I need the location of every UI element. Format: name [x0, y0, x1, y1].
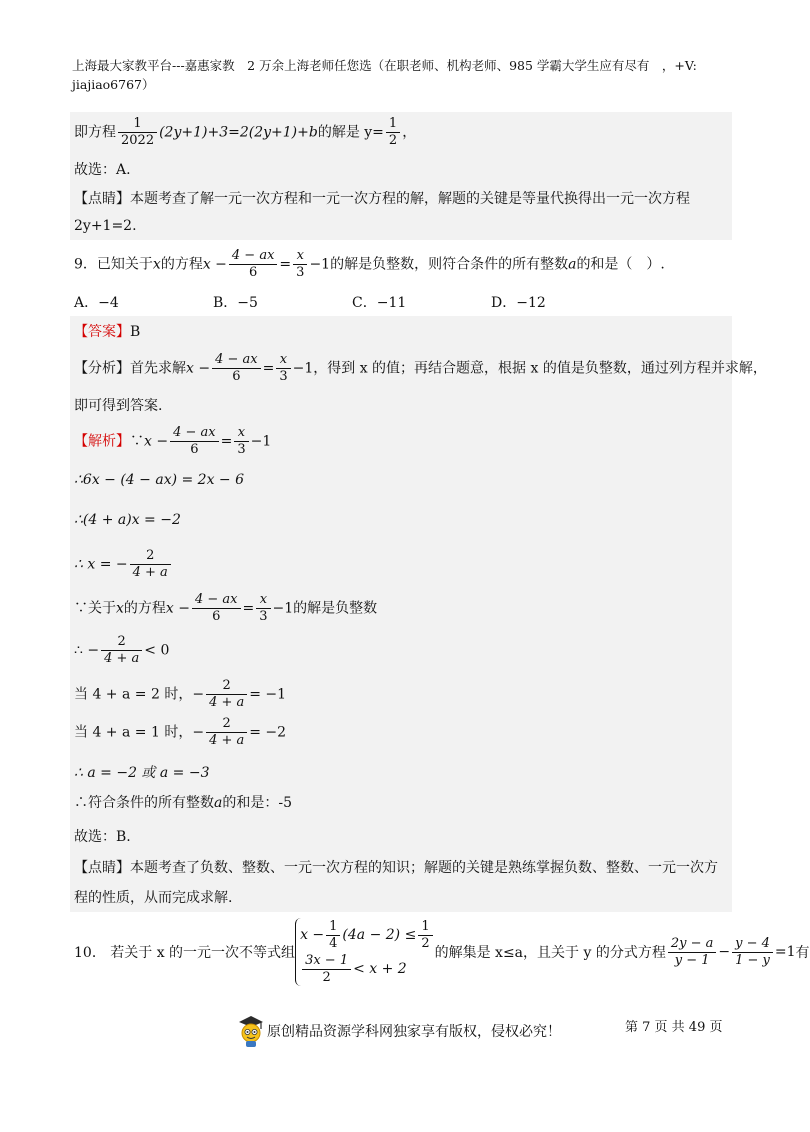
- solution-line-4: ∴ x = − $\frac{2}{4 + a}$: [74, 548, 173, 581]
- solution-line-3: ∴(4 + a)x = −2: [74, 512, 181, 528]
- fraction: $\frac{1}{2}$: [386, 116, 400, 149]
- prev-equation-line: 即方程 $\frac{1}{2022}$ (2y+1)+3=2(2y+1)+b的解是 y= $\frac{1}{2}$ ，: [74, 116, 417, 148]
- solution-choice: 故选：B.: [74, 829, 131, 845]
- inequality-system: x − $\frac{1}{4}$ (4a − 2) ≤ $\frac{1}{2}$ $\frac{3x - 1}{2}$ < x + 2: [295, 918, 435, 986]
- option-b: B．−5: [213, 295, 258, 311]
- solution-line-5: ∵关于x的方程x − $\frac{4 - ax}{6}$ = $\frac{x}{3}$ −1的解是负整数: [74, 592, 378, 624]
- option-c: C．−11: [352, 295, 407, 311]
- solution-line-2: ∴6x − (4 − ax) = 2x − 6: [74, 472, 245, 488]
- answer-value: B: [130, 324, 141, 340]
- solution-line-1: 【解析】∵x − $\frac{4 - ax}{6}$ = $\frac{x}{3}$ −1: [74, 425, 272, 457]
- prev-comment-line-1: 【点睛】本题考查了解一元一次方程和一元一次方程的解，解题的关键是等量代换得出一元一次方程: [74, 191, 690, 207]
- header-line-2: jiajiao6767）: [72, 77, 155, 92]
- page-number: 第 7 页 共 49 页: [625, 1020, 723, 1035]
- option-a: A．−4: [74, 295, 119, 311]
- solution-line-10: ∴符合条件的所有整数a的和是：-5: [74, 795, 292, 811]
- answer-line: [74, 321, 140, 341]
- solution-line-7: 当 4 + a = 2 时，− $\frac{2}{4 + a}$ = −1: [74, 678, 287, 710]
- solution-line-9: ∴ a = −2 或 a = −3: [74, 765, 210, 781]
- solution-comment-line-1: 【点睛】本题考查了负数、整数、一元一次方程的知识；解题的关键是熟练掌握负数、整数、一元一次方: [74, 860, 718, 876]
- prev-comment-line-2: 2y+1=2.: [74, 218, 137, 234]
- page-header: [72, 56, 732, 94]
- solution-line-6: ∴ − $\frac{2}{4 + a}$ < 0: [74, 634, 170, 666]
- answer-tag: 【答案】: [74, 324, 130, 340]
- scholar-mascot-icon: [237, 1014, 265, 1048]
- question-9: 9．已知关于x的方程x − $\frac{4 - ax}{6}$ = $\frac{x}{3}$ −1的解是负整数，则符合条件的所有整数a的和是（ ）.: [74, 248, 665, 280]
- option-d: D．−12: [491, 295, 546, 311]
- footer-notice: 原创精品资源学科网独家享有版权，侵权必究！: [237, 1014, 561, 1048]
- solution-line-8: 当 4 + a = 1 时，− $\frac{2}{4 + a}$ = −2: [74, 716, 287, 748]
- question-10: 10． 若关于 x 的一元一次不等式组 x − $\frac{1}{4}$ (4a − 2) ≤ $\frac{1}{2}$ $\frac{3x - 1}{2}$ < x + 2 的解集是 x≤a，且关于 y 的分式方程 $\frac{2y - a}{y - 1}$ − $\frac{y - 4}{1 - y}$ =1 有: [74, 918, 810, 985]
- fraction: $\frac{1}{2022}$: [118, 116, 157, 149]
- solution-comment-line-2: 程的性质，从而完成求解.: [74, 890, 233, 906]
- analysis-line-2: 即可得到答案.: [74, 398, 163, 414]
- analysis-line-1: 【分析】首先求解x − $\frac{4 - ax}{6}$ = $\frac{x}{3}$ −1，得到 x 的值；再结合题意，根据 x 的值是负整数，通过列方程并求解，: [74, 352, 767, 384]
- prev-choice: 故选：A.: [74, 162, 131, 178]
- header-line-1: 上海最大家教平台---嘉惠家教 2 万余上海老师任您选（在职老师、机构老师、985 学霸大学生应有尽有 ，+V:: [72, 58, 697, 73]
